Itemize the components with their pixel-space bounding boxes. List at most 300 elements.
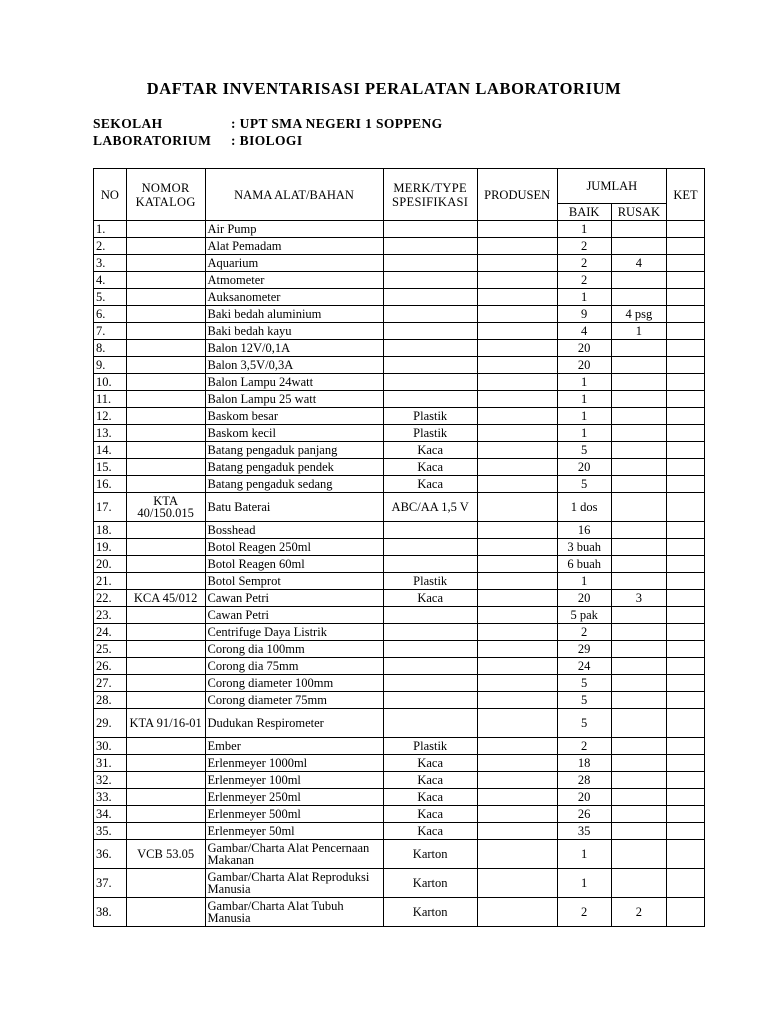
cell-rusak bbox=[611, 425, 666, 442]
cell-katalog bbox=[126, 675, 205, 692]
table-row bbox=[94, 539, 705, 556]
cell-no: 5. bbox=[94, 289, 127, 306]
cell-ket bbox=[667, 772, 705, 789]
cell-no: 10. bbox=[94, 374, 127, 391]
cell-rusak bbox=[611, 624, 666, 641]
cell-merk bbox=[383, 323, 477, 340]
table-row bbox=[94, 476, 705, 493]
cell-merk: Kaca bbox=[383, 459, 477, 476]
cell-rusak bbox=[611, 709, 666, 738]
cell-baik: 29 bbox=[557, 641, 611, 658]
cell-merk: ABC/AA 1,5 V bbox=[383, 493, 477, 522]
table-row bbox=[94, 806, 705, 823]
cell-produsen bbox=[477, 391, 557, 408]
cell-no: 20. bbox=[94, 556, 127, 573]
cell-ket bbox=[667, 442, 705, 459]
cell-no: 32. bbox=[94, 772, 127, 789]
cell-nama: Corong diameter 75mm bbox=[205, 692, 383, 709]
cell-ket bbox=[667, 493, 705, 522]
cell-rusak bbox=[611, 556, 666, 573]
table-row bbox=[94, 823, 705, 840]
table-row bbox=[94, 357, 705, 374]
cell-nama: Baskom kecil bbox=[205, 425, 383, 442]
cell-rusak bbox=[611, 823, 666, 840]
cell-rusak bbox=[611, 442, 666, 459]
table-row bbox=[94, 238, 705, 255]
cell-nama: Alat Pemadam bbox=[205, 238, 383, 255]
cell-nama: Botol Reagen 60ml bbox=[205, 556, 383, 573]
school-line bbox=[93, 116, 443, 132]
cell-no: 26. bbox=[94, 658, 127, 675]
cell-produsen bbox=[477, 573, 557, 590]
cell-rusak bbox=[611, 692, 666, 709]
cell-merk bbox=[383, 675, 477, 692]
cell-rusak bbox=[611, 641, 666, 658]
table-row bbox=[94, 425, 705, 442]
cell-no: 31. bbox=[94, 755, 127, 772]
cell-ket bbox=[667, 869, 705, 898]
cell-no: 34. bbox=[94, 806, 127, 823]
cell-produsen bbox=[477, 840, 557, 869]
cell-katalog bbox=[126, 340, 205, 357]
cell-merk bbox=[383, 221, 477, 238]
cell-rusak bbox=[611, 869, 666, 898]
cell-ket bbox=[667, 641, 705, 658]
cell-rusak bbox=[611, 221, 666, 238]
cell-produsen bbox=[477, 255, 557, 272]
lab-label: LABORATORIUM bbox=[93, 133, 212, 148]
cell-nama: Erlenmeyer 1000ml bbox=[205, 755, 383, 772]
cell-no: 27. bbox=[94, 675, 127, 692]
cell-baik: 6 buah bbox=[557, 556, 611, 573]
table-row bbox=[94, 772, 705, 789]
header-merk bbox=[383, 169, 477, 221]
cell-katalog bbox=[126, 738, 205, 755]
cell-katalog bbox=[126, 692, 205, 709]
cell-baik: 20 bbox=[557, 357, 611, 374]
cell-produsen bbox=[477, 459, 557, 476]
cell-no: 8. bbox=[94, 340, 127, 357]
cell-produsen bbox=[477, 493, 557, 522]
cell-baik: 1 bbox=[557, 869, 611, 898]
cell-merk bbox=[383, 624, 477, 641]
cell-produsen bbox=[477, 556, 557, 573]
cell-katalog bbox=[126, 789, 205, 806]
cell-no: 33. bbox=[94, 789, 127, 806]
header-ket: KET bbox=[667, 169, 705, 221]
table-row bbox=[94, 898, 705, 927]
table-row bbox=[94, 374, 705, 391]
cell-rusak bbox=[611, 522, 666, 539]
cell-merk bbox=[383, 641, 477, 658]
cell-merk bbox=[383, 607, 477, 624]
cell-nama: Baki bedah kayu bbox=[205, 323, 383, 340]
cell-baik: 1 bbox=[557, 573, 611, 590]
cell-ket bbox=[667, 607, 705, 624]
cell-merk bbox=[383, 289, 477, 306]
cell-ket bbox=[667, 692, 705, 709]
cell-no: 19. bbox=[94, 539, 127, 556]
cell-merk: Karton bbox=[383, 840, 477, 869]
cell-baik: 4 bbox=[557, 323, 611, 340]
cell-merk: Plastik bbox=[383, 738, 477, 755]
table-row bbox=[94, 607, 705, 624]
cell-katalog bbox=[126, 306, 205, 323]
cell-baik: 1 bbox=[557, 221, 611, 238]
cell-rusak bbox=[611, 607, 666, 624]
cell-katalog bbox=[126, 476, 205, 493]
cell-produsen bbox=[477, 590, 557, 607]
cell-no: 37. bbox=[94, 869, 127, 898]
cell-produsen bbox=[477, 323, 557, 340]
cell-no: 17. bbox=[94, 493, 127, 522]
cell-katalog bbox=[126, 522, 205, 539]
cell-merk: Plastik bbox=[383, 408, 477, 425]
table-row bbox=[94, 573, 705, 590]
cell-baik: 35 bbox=[557, 823, 611, 840]
cell-produsen bbox=[477, 641, 557, 658]
cell-ket bbox=[667, 898, 705, 927]
cell-produsen bbox=[477, 340, 557, 357]
cell-produsen bbox=[477, 374, 557, 391]
table-row bbox=[94, 340, 705, 357]
cell-merk: Kaca bbox=[383, 772, 477, 789]
cell-katalog bbox=[126, 459, 205, 476]
header-jumlah: JUMLAH bbox=[557, 169, 667, 204]
cell-katalog bbox=[126, 806, 205, 823]
cell-katalog bbox=[126, 573, 205, 590]
cell-nama: Atmometer bbox=[205, 272, 383, 289]
table-row bbox=[94, 624, 705, 641]
cell-baik: 5 bbox=[557, 476, 611, 493]
table-row bbox=[94, 522, 705, 539]
cell-rusak bbox=[611, 738, 666, 755]
cell-no: 9. bbox=[94, 357, 127, 374]
cell-baik: 3 buah bbox=[557, 539, 611, 556]
cell-rusak bbox=[611, 573, 666, 590]
cell-katalog bbox=[126, 221, 205, 238]
cell-baik: 24 bbox=[557, 658, 611, 675]
cell-nama: Erlenmeyer 250ml bbox=[205, 789, 383, 806]
table-row bbox=[94, 840, 705, 869]
cell-no: 30. bbox=[94, 738, 127, 755]
cell-rusak bbox=[611, 459, 666, 476]
cell-ket bbox=[667, 306, 705, 323]
table-row bbox=[94, 789, 705, 806]
cell-baik: 5 bbox=[557, 709, 611, 738]
cell-no: 13. bbox=[94, 425, 127, 442]
cell-nama: Botol Reagen 250ml bbox=[205, 539, 383, 556]
cell-baik: 28 bbox=[557, 772, 611, 789]
cell-nama: Corong dia 100mm bbox=[205, 641, 383, 658]
cell-ket bbox=[667, 539, 705, 556]
cell-produsen bbox=[477, 772, 557, 789]
cell-ket bbox=[667, 374, 705, 391]
table-row bbox=[94, 272, 705, 289]
cell-baik: 5 bbox=[557, 442, 611, 459]
cell-merk: Kaca bbox=[383, 476, 477, 493]
cell-nama: Batang pengaduk sedang bbox=[205, 476, 383, 493]
cell-produsen bbox=[477, 539, 557, 556]
cell-produsen bbox=[477, 709, 557, 738]
cell-merk bbox=[383, 374, 477, 391]
cell-no: 24. bbox=[94, 624, 127, 641]
cell-baik: 1 bbox=[557, 289, 611, 306]
cell-baik: 1 bbox=[557, 840, 611, 869]
cell-rusak: 4 psg bbox=[611, 306, 666, 323]
cell-baik: 20 bbox=[557, 789, 611, 806]
cell-merk bbox=[383, 556, 477, 573]
cell-baik: 1 bbox=[557, 391, 611, 408]
table-row bbox=[94, 459, 705, 476]
cell-ket bbox=[667, 459, 705, 476]
cell-katalog bbox=[126, 641, 205, 658]
cell-merk bbox=[383, 357, 477, 374]
cell-nama: Ember bbox=[205, 738, 383, 755]
header-baik: BAIK bbox=[557, 204, 611, 221]
table-row bbox=[94, 556, 705, 573]
cell-baik: 2 bbox=[557, 238, 611, 255]
cell-katalog bbox=[126, 323, 205, 340]
cell-nama: Erlenmeyer 500ml bbox=[205, 806, 383, 823]
cell-no: 15. bbox=[94, 459, 127, 476]
cell-nama: Corong dia 75mm bbox=[205, 658, 383, 675]
cell-no: 21. bbox=[94, 573, 127, 590]
cell-ket bbox=[667, 556, 705, 573]
cell-produsen bbox=[477, 357, 557, 374]
cell-nama: Balon Lampu 24watt bbox=[205, 374, 383, 391]
cell-katalog bbox=[126, 658, 205, 675]
cell-nama: Balon 3,5V/0,3A bbox=[205, 357, 383, 374]
cell-nama: Erlenmeyer 50ml bbox=[205, 823, 383, 840]
cell-ket bbox=[667, 238, 705, 255]
header-katalog-line2: KATALOG bbox=[135, 194, 196, 209]
cell-ket bbox=[667, 806, 705, 823]
table-row bbox=[94, 493, 705, 522]
cell-nama: Baki bedah aluminium bbox=[205, 306, 383, 323]
cell-produsen bbox=[477, 425, 557, 442]
table-row bbox=[94, 391, 705, 408]
cell-produsen bbox=[477, 789, 557, 806]
cell-no: 1. bbox=[94, 221, 127, 238]
cell-ket bbox=[667, 221, 705, 238]
cell-katalog bbox=[126, 442, 205, 459]
cell-baik: 9 bbox=[557, 306, 611, 323]
cell-no: 6. bbox=[94, 306, 127, 323]
school-value: : UPT SMA NEGERI 1 SOPPENG bbox=[231, 116, 443, 131]
cell-nama: Bosshead bbox=[205, 522, 383, 539]
cell-produsen bbox=[477, 738, 557, 755]
cell-ket bbox=[667, 573, 705, 590]
table-row bbox=[94, 869, 705, 898]
cell-ket bbox=[667, 590, 705, 607]
cell-produsen bbox=[477, 675, 557, 692]
cell-produsen bbox=[477, 476, 557, 493]
cell-nama: Botol Semprot bbox=[205, 573, 383, 590]
cell-produsen bbox=[477, 624, 557, 641]
cell-rusak bbox=[611, 357, 666, 374]
cell-baik: 1 dos bbox=[557, 493, 611, 522]
inventory-table bbox=[93, 168, 705, 927]
cell-produsen bbox=[477, 408, 557, 425]
table-row bbox=[94, 738, 705, 755]
cell-rusak bbox=[611, 272, 666, 289]
cell-ket bbox=[667, 522, 705, 539]
cell-katalog bbox=[126, 357, 205, 374]
cell-rusak: 3 bbox=[611, 590, 666, 607]
cell-katalog bbox=[126, 823, 205, 840]
cell-ket bbox=[667, 675, 705, 692]
cell-nama: Air Pump bbox=[205, 221, 383, 238]
table-row bbox=[94, 255, 705, 272]
cell-katalog: KTA 40/150.015 bbox=[126, 493, 205, 522]
cell-ket bbox=[667, 340, 705, 357]
header-row bbox=[94, 169, 705, 204]
cell-baik: 16 bbox=[557, 522, 611, 539]
cell-rusak bbox=[611, 658, 666, 675]
cell-ket bbox=[667, 658, 705, 675]
cell-merk: Kaca bbox=[383, 442, 477, 459]
cell-merk bbox=[383, 272, 477, 289]
cell-merk: Plastik bbox=[383, 425, 477, 442]
cell-produsen bbox=[477, 442, 557, 459]
page-title: DAFTAR INVENTARISASI PERALATAN LABORATORIUM bbox=[146, 79, 622, 98]
cell-rusak bbox=[611, 374, 666, 391]
cell-merk: Kaca bbox=[383, 755, 477, 772]
cell-merk: Kaca bbox=[383, 789, 477, 806]
cell-katalog bbox=[126, 272, 205, 289]
lab-line bbox=[93, 133, 303, 149]
cell-baik: 18 bbox=[557, 755, 611, 772]
cell-katalog bbox=[126, 408, 205, 425]
cell-baik: 2 bbox=[557, 898, 611, 927]
cell-baik: 5 pak bbox=[557, 607, 611, 624]
cell-baik: 5 bbox=[557, 675, 611, 692]
cell-produsen bbox=[477, 289, 557, 306]
cell-baik: 1 bbox=[557, 408, 611, 425]
cell-baik: 2 bbox=[557, 272, 611, 289]
cell-ket bbox=[667, 357, 705, 374]
cell-katalog bbox=[126, 374, 205, 391]
cell-merk bbox=[383, 692, 477, 709]
cell-merk: Karton bbox=[383, 898, 477, 927]
cell-no: 7. bbox=[94, 323, 127, 340]
cell-nama: Baskom besar bbox=[205, 408, 383, 425]
cell-ket bbox=[667, 624, 705, 641]
cell-no: 25. bbox=[94, 641, 127, 658]
header-no: NO bbox=[94, 169, 127, 221]
cell-no: 4. bbox=[94, 272, 127, 289]
cell-ket bbox=[667, 408, 705, 425]
header-nama: NAMA ALAT/BAHAN bbox=[205, 169, 383, 221]
table-row bbox=[94, 675, 705, 692]
cell-produsen bbox=[477, 692, 557, 709]
cell-produsen bbox=[477, 898, 557, 927]
cell-ket bbox=[667, 391, 705, 408]
cell-nama: Dudukan Respirometer bbox=[205, 709, 383, 738]
table-row bbox=[94, 289, 705, 306]
cell-nama: Gambar/Charta Alat Pencernaan Makanan bbox=[205, 840, 383, 869]
cell-baik: 5 bbox=[557, 692, 611, 709]
cell-baik: 20 bbox=[557, 590, 611, 607]
cell-katalog bbox=[126, 539, 205, 556]
cell-produsen bbox=[477, 755, 557, 772]
cell-nama: Auksanometer bbox=[205, 289, 383, 306]
cell-baik: 2 bbox=[557, 624, 611, 641]
cell-rusak: 4 bbox=[611, 255, 666, 272]
table-row bbox=[94, 442, 705, 459]
cell-nama: Batang pengaduk panjang bbox=[205, 442, 383, 459]
cell-rusak bbox=[611, 789, 666, 806]
cell-merk bbox=[383, 255, 477, 272]
cell-nama: Erlenmeyer 100ml bbox=[205, 772, 383, 789]
cell-no: 36. bbox=[94, 840, 127, 869]
table-row bbox=[94, 641, 705, 658]
cell-produsen bbox=[477, 306, 557, 323]
cell-katalog bbox=[126, 289, 205, 306]
cell-rusak bbox=[611, 408, 666, 425]
cell-katalog bbox=[126, 607, 205, 624]
cell-rusak bbox=[611, 539, 666, 556]
cell-nama: Balon 12V/0,1A bbox=[205, 340, 383, 357]
cell-nama: Batang pengaduk pendek bbox=[205, 459, 383, 476]
cell-merk bbox=[383, 238, 477, 255]
cell-no: 38. bbox=[94, 898, 127, 927]
table-row bbox=[94, 709, 705, 738]
cell-ket bbox=[667, 289, 705, 306]
cell-katalog bbox=[126, 425, 205, 442]
cell-nama: Gambar/Charta Alat Tubuh Manusia bbox=[205, 898, 383, 927]
cell-katalog: VCB 53.05 bbox=[126, 840, 205, 869]
cell-ket bbox=[667, 840, 705, 869]
table-row bbox=[94, 755, 705, 772]
cell-no: 22. bbox=[94, 590, 127, 607]
cell-ket bbox=[667, 823, 705, 840]
cell-rusak: 2 bbox=[611, 898, 666, 927]
cell-rusak bbox=[611, 493, 666, 522]
school-label: SEKOLAH bbox=[93, 116, 163, 131]
cell-no: 12. bbox=[94, 408, 127, 425]
cell-no: 28. bbox=[94, 692, 127, 709]
cell-baik: 2 bbox=[557, 255, 611, 272]
cell-produsen bbox=[477, 221, 557, 238]
cell-baik: 20 bbox=[557, 340, 611, 357]
cell-katalog bbox=[126, 556, 205, 573]
cell-katalog bbox=[126, 255, 205, 272]
cell-produsen bbox=[477, 238, 557, 255]
cell-rusak bbox=[611, 238, 666, 255]
cell-baik: 1 bbox=[557, 374, 611, 391]
cell-rusak bbox=[611, 289, 666, 306]
cell-produsen bbox=[477, 869, 557, 898]
cell-rusak: 1 bbox=[611, 323, 666, 340]
header-merk-line1: MERK/TYPE bbox=[393, 180, 467, 195]
cell-merk: Kaca bbox=[383, 823, 477, 840]
table-row bbox=[94, 306, 705, 323]
cell-no: 18. bbox=[94, 522, 127, 539]
cell-ket bbox=[667, 323, 705, 340]
cell-no: 11. bbox=[94, 391, 127, 408]
cell-baik: 26 bbox=[557, 806, 611, 823]
cell-baik: 1 bbox=[557, 425, 611, 442]
cell-nama: Batu Baterai bbox=[205, 493, 383, 522]
cell-katalog bbox=[126, 772, 205, 789]
cell-rusak bbox=[611, 391, 666, 408]
cell-nama: Balon Lampu 25 watt bbox=[205, 391, 383, 408]
cell-no: 35. bbox=[94, 823, 127, 840]
cell-no: 29. bbox=[94, 709, 127, 738]
cell-produsen bbox=[477, 806, 557, 823]
